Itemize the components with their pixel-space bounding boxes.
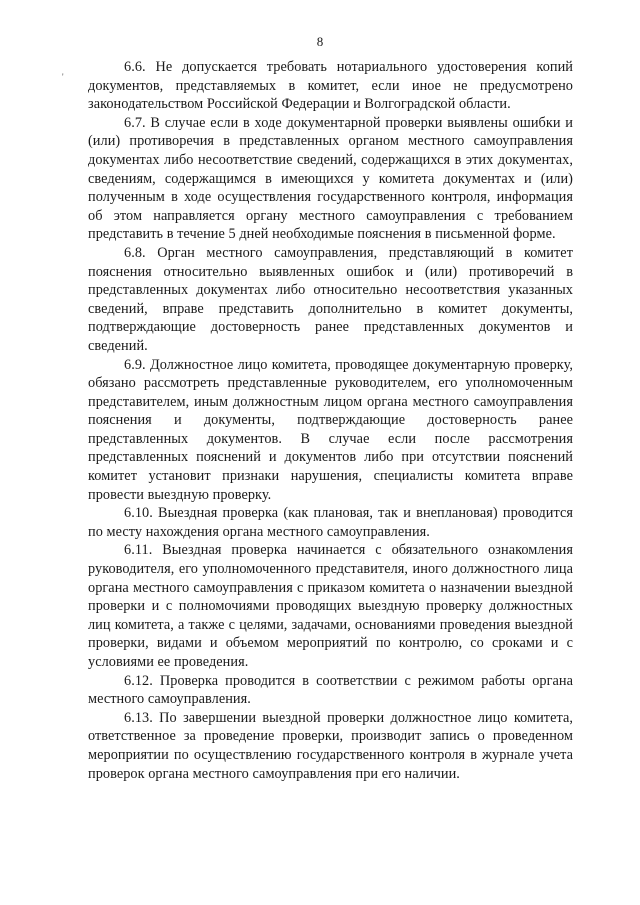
page-number: 8 [316,34,324,49]
document-body [88,58,573,783]
paragraph-6-6: 6.6. Не допускается требовать нотариального удостоверения копий документов, представляемых в комитет, если иное не предусмотрено законодательством Российской Федерации и Волгоградской области. [88,59,573,113]
paragraph-6-10: 6.10. Выездная проверка (как плановая, так и внеплановая) проводится по месту нахождения органа местного самоуправления. [88,505,573,540]
margin-mark: ' [62,72,64,82]
paragraph-6-8: 6.8. Орган местного самоуправления, представляющий в комитет пояснения относительно выявленных ошибок и (или) противоречий в представленных документах либо относительно несоответствия указанных сведений, вправе представить дополнительно в комитет документы, подтверждающие достоверность ранее представленных документов и сведений. [88,244,573,354]
paragraph-6-12: 6.12. Проверка проводится в соответствии с режимом работы органа местного самоуправления. [88,672,573,708]
paragraph-6-11: 6.11. Выездная проверка начинается с обязательного ознакомления руководителя, его уполномоченного представителя, иного должностного лица органа местного самоуправления с приказом комитета о назначении выездной проверки и с полномочиями проводящих выездную проверку должностных лиц комитета, а также с целями, задачами, основаниями проведения выездной проверки, видами и объемом мероприятий по контролю, со сроками и с условиями ее проведения. [88,542,573,670]
paragraph-6-7: 6.7. В случае если в ходе документарной проверки выявлены ошибки и (или) противоречия в представленных органом местного самоуправления документах либо несоответствие сведений, содержащихся в этих документах, сведениям, содержащимся в имеющихся у комитета документах и (или) полученным в ходе осуществления государственного контроля, информация об этом направляется органу местного самоуправления с требованием представить в течение 5 дней необходимые пояснения в письменной форме. [88,114,573,243]
paragraph-6-9: 6.9. Должностное лицо комитета, проводящее документарную проверку, обязано рассмотреть представленные руководителем, его уполномоченным представителем, иным должностным лицом органа местного самоуправления пояснения и документы, подтверждающие достоверность ранее представленных документов. В случае если после рассмотрения представленных пояснений и документов либо при отсутствии пояснений комитет установит признаки нарушения, специалисты комитета вправе провести выездную проверку. [88,356,573,503]
paragraph-6-13: 6.13. По завершении выездной проверки должностное лицо комитета, ответственное за проведение проверки, производит запись о проведенном мероприятии по осуществлению государственного контроля в журнале учета проверок органа местного самоуправления при его наличии. [88,709,573,782]
